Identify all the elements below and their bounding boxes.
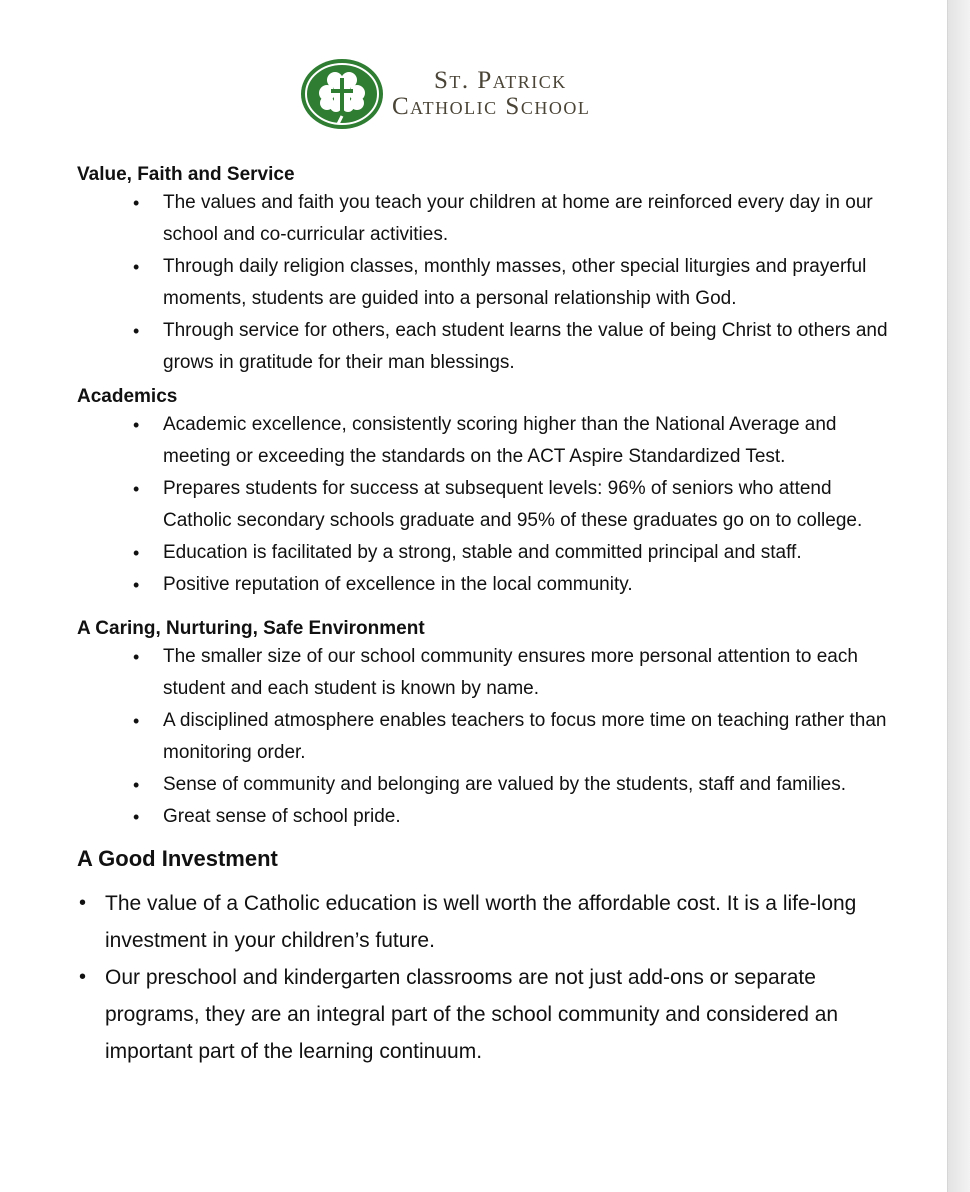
academics-list xyxy=(77,409,897,601)
list-item: • Through daily religion classes, monthly masses, other special liturgies and prayerful moments, students are guided into a personal relationship with God. xyxy=(77,251,897,315)
list-item: • Positive reputation of excellence in the local community. xyxy=(77,569,897,601)
section-heading-value-faith-service: Value, Faith and Service xyxy=(77,164,295,185)
school-name-line2: Catholic School xyxy=(392,93,591,120)
shamrock-cross-logo-icon xyxy=(300,58,384,130)
school-name-line1: St. Patrick xyxy=(434,67,567,94)
list-item: • The value of a Catholic education is well worth the affordable cost. It is a life-long investment in your children’s future. xyxy=(77,885,897,959)
list-item: • Our preschool and kindergarten classrooms are not just add-ons or separate programs, they are an integral part of the school community and considered an important part of the learning continuum. xyxy=(77,959,897,1070)
school-name xyxy=(392,68,590,120)
good-investment-list xyxy=(77,885,897,1070)
list-item: • Education is facilitated by a strong, stable and committed principal and staff. xyxy=(77,537,897,569)
list-item: • The smaller size of our school community ensures more personal attention to each student and each student is known by name. xyxy=(77,641,897,705)
list-item: • Academic excellence, consistently scoring higher than the National Average and meeting or exceeding the standards on the ACT Aspire Standardized Test. xyxy=(77,409,897,473)
list-item: • Great sense of school pride. xyxy=(77,801,897,833)
letterhead xyxy=(300,58,680,130)
window-edge-scrollbar[interactable] xyxy=(947,0,970,1192)
document-body xyxy=(77,163,897,1070)
section-heading-caring-environment: A Caring, Nurturing, Safe Environment xyxy=(77,618,425,639)
section-heading-good-investment: A Good Investment xyxy=(77,846,278,871)
list-item: • Sense of community and belonging are valued by the students, staff and families. xyxy=(77,769,897,801)
list-item: • A disciplined atmosphere enables teachers to focus more time on teaching rather than monitoring order. xyxy=(77,705,897,769)
value-faith-service-list xyxy=(77,187,897,379)
caring-environment-list xyxy=(77,641,897,833)
list-item: • Prepares students for success at subsequent levels: 96% of seniors who attend Catholic secondary schools graduate and 95% of these graduates go on to college. xyxy=(77,473,897,537)
list-item: • The values and faith you teach your children at home are reinforced every day in our school and co-curricular activities. xyxy=(77,187,897,251)
list-item: • Through service for others, each student learns the value of being Christ to others and grows in gratitude for their man blessings. xyxy=(77,315,897,379)
section-heading-academics: Academics xyxy=(77,386,178,407)
